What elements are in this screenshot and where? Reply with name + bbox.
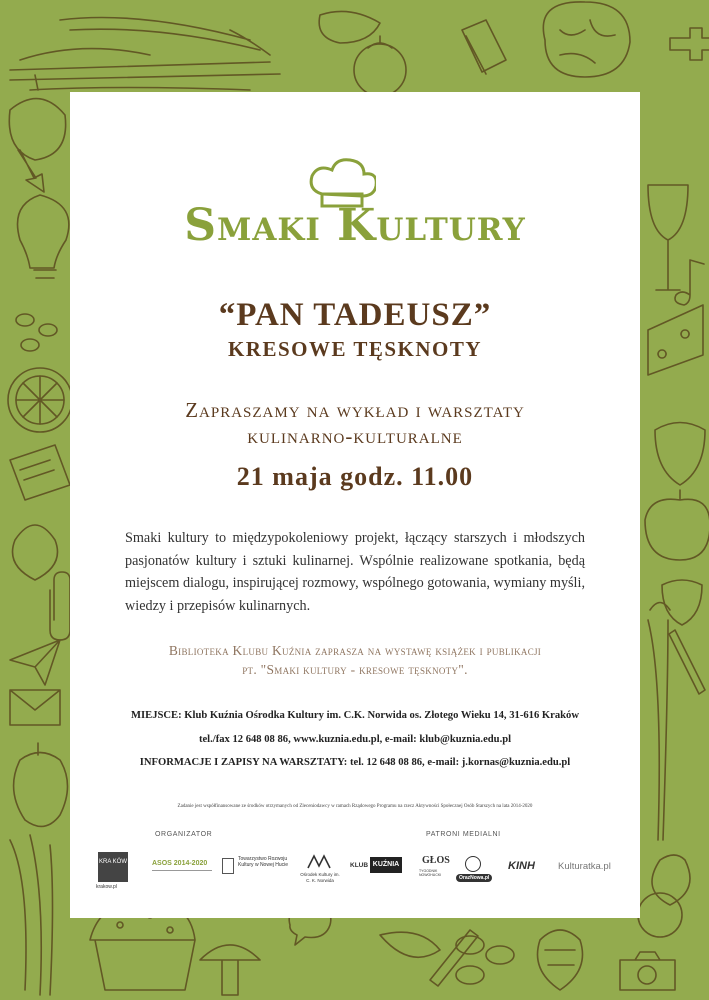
music-note-icon: [675, 260, 704, 305]
spring-onion-icon: [10, 49, 280, 90]
klub-prefix: KLUB: [350, 862, 369, 869]
venue-line: MIEJSCE: Klub Kuźnia Ośrodka Kultury im. C.K. Norwida os. Złotego Wieku 14, 31-616 Kraków: [131, 710, 579, 721]
event-subtitle: KRESOWE TĘSKNOTY: [227, 337, 483, 361]
library-line-2: pt. "Smaki kultury - kresowe tęsknoty".: [242, 662, 468, 677]
oraznh-logo: OrazNowa.pl: [456, 874, 492, 882]
tomato-icon: [354, 44, 406, 96]
artichoke-icon: [538, 930, 583, 990]
poster-panel: [70, 92, 640, 918]
pear-icon: [13, 525, 58, 580]
wine-glass-icon: [648, 185, 688, 290]
invitation-line-1: Zapraszamy na wykład i warsztaty: [185, 398, 525, 422]
mushroom-icon: [200, 945, 260, 995]
asparagus-icon: [10, 835, 53, 995]
asos-logo: ASOS 2014-2020: [152, 860, 208, 867]
klub-kuznia-logo: KUŹNIA: [370, 857, 402, 873]
norwid-logo: Ośrodek Kultury im. C. K. Norwida: [300, 872, 340, 883]
coffee-bean-icon: [16, 314, 34, 326]
glos-logo-sub: TYGODNIK NOWOHUCKI: [419, 869, 442, 877]
krakow-logo: [98, 852, 128, 882]
event-date: 21 maja godz. 11.00: [236, 462, 474, 491]
pumpkin-icon: [645, 490, 709, 560]
contact-line: tel./fax 12 648 08 86, www.kuznia.edu.pl, e-mail: klub@kuznia.edu.pl: [198, 734, 512, 745]
tomato-icon-2: [638, 893, 682, 937]
plus-icon: [670, 28, 709, 60]
strawberry-icon-2: [662, 580, 702, 625]
strawberry-icon: [655, 423, 705, 486]
book-icon: [462, 20, 506, 74]
library-line-1: Biblioteka Klubu Kuźnia zaprasza na wystawę książek i publikacji: [168, 643, 542, 658]
asos-logo-rule: [152, 870, 212, 878]
lightbulb-icon: [18, 195, 69, 278]
krakow-url: krakow.pl: [96, 884, 117, 890]
signup-line: INFORMACJE I ZAPISY NA WARSZTATY: tel. 12 648 08 86, e-mail: j.kornas@kuznia.edu.pl: [139, 757, 571, 768]
tkkn-logo: Towarzystwo Rozwoju Kultury w Nowej Hucie: [238, 856, 289, 868]
bell-pepper-icon: [14, 743, 68, 826]
onion-icon: [9, 75, 65, 160]
pencil-right-icon: [669, 630, 705, 694]
paper-plane-icon: [10, 640, 60, 685]
leek-icon: [60, 18, 270, 56]
invitation-line-2: kulinarno-kulturalne: [247, 424, 463, 448]
chili-icon: [380, 932, 440, 957]
library-exhibition-note: [70, 641, 640, 679]
brain-icon: [543, 2, 630, 77]
funding-note: Zadanie jest współfinansowane ze środków otrzymanych od Zleceniodawcy w ramach Rządowego Programu na rzecz Aktywności Społecznej Osób Starszych na lata 2014-2020: [177, 804, 533, 809]
oraznh-logo-mark: [465, 856, 481, 872]
garlic-icon: [652, 855, 690, 905]
cheese-icon: [648, 305, 703, 375]
kulturatka-logo: Kulturatka.pl: [558, 861, 611, 872]
norwid-logo-mark: [306, 854, 332, 870]
notebook-icon: [10, 445, 70, 500]
invitation-text: [70, 397, 640, 449]
krakow-logo-text: KRA KÓW: [98, 859, 127, 865]
tkkn-logo-mark: [222, 858, 234, 874]
arrow-icon: [18, 150, 44, 192]
patrons-label: PATRONI MEDIALNI: [426, 831, 501, 838]
glos-logo: GŁOS: [422, 855, 450, 866]
brand-title: Smaki Kultury: [184, 200, 526, 251]
carrot-icon: [648, 603, 670, 841]
pencil-icon: [430, 930, 478, 986]
envelope-icon: [10, 690, 60, 725]
pepper-icon: [319, 11, 380, 43]
kinh-logo: KINH: [508, 860, 535, 872]
paperclip-icon: [50, 572, 70, 640]
event-title: “PAN TADEUSZ”: [218, 297, 492, 333]
project-description: Smaki kultury to międzypokoleniowy projekt, łączący starszych i młodszych pasjonatów kultury i sztuki kulinarnej. Wspólnie realizowane spotkania, będą miejscem dialogu, inspirującej rozmowy, wspólnego gotowania, wymiany myśli, wiedzy i przepisów kulinarnych.: [125, 530, 585, 614]
organizer-label: ORGANIZATOR: [155, 831, 213, 838]
